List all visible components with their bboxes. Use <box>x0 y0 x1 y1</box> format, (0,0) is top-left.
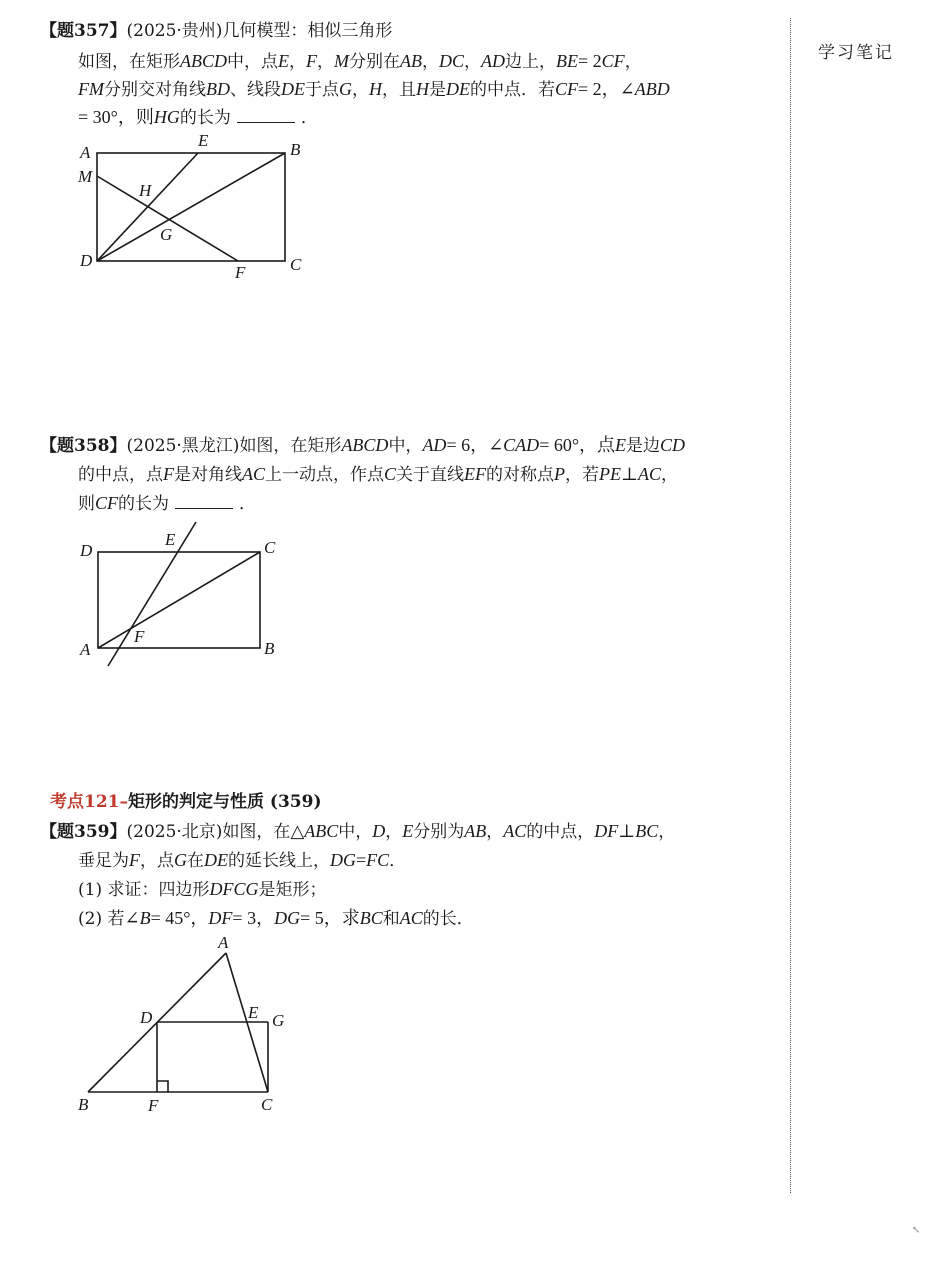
label-H: H <box>139 181 152 200</box>
section-title: 考点121– <box>50 792 128 812</box>
right-angle-mark <box>157 1081 168 1092</box>
problem-358-line3: 则CF的长为 ． <box>78 493 257 514</box>
problem-topic: 几何模型：相似三角形 <box>222 21 393 41</box>
problem-tag: 【题358】 <box>40 436 127 456</box>
label-B: B <box>264 639 275 658</box>
problem-359-line1: 【题359】(2025·北京)如图，在△ABC中，D，E分别为AB，AC的中点，DF⊥BC， <box>40 821 676 842</box>
label-C: C <box>264 538 276 557</box>
problem-357-line1: 如图，在矩形ABCD中，点E，F，M分别在AB，DC，AD边上，BE= 2CF， <box>78 51 642 72</box>
label-C: C <box>261 1095 273 1114</box>
problem-359-line2: 垂足为F，点G在DE的延长线上，DG=FC． <box>78 850 407 871</box>
label-E: E <box>198 131 209 150</box>
corner-mark: ↖ <box>912 1225 921 1236</box>
problem-tag: 【题359】 <box>40 822 127 842</box>
problem-357-line3: = 30°，则HG的长为 ． <box>78 107 318 128</box>
label-B: B <box>290 140 301 159</box>
notes-label: 学习笔记 <box>818 43 894 63</box>
label-G: G <box>160 225 173 244</box>
label-E: E <box>165 530 176 549</box>
label-F: F <box>235 263 246 282</box>
problem-source: (2025·贵州) <box>126 21 223 41</box>
label-C: C <box>290 255 302 274</box>
label-A: A <box>80 143 91 162</box>
label-D: D <box>80 251 93 270</box>
label-D: D <box>140 1008 153 1027</box>
label-A: A <box>218 933 229 952</box>
label-F: F <box>148 1096 159 1115</box>
label-M: M <box>78 167 93 186</box>
problem-358-line2: 的中点，点F是对角线AC上一动点，作点C关于直线EF的对称点P，若PE⊥AC， <box>78 464 678 485</box>
label-D: D <box>80 541 93 560</box>
section-name: 矩形的判定与性质 (359) <box>128 792 322 812</box>
problem-359-part2: (2) 若∠B= 45°，DF= 3，DG= 5，求BC和AC的长． <box>78 908 474 929</box>
label-B: B <box>78 1095 89 1114</box>
label-F: F <box>134 627 145 646</box>
label-E: E <box>248 1003 259 1022</box>
label-A: A <box>80 640 91 659</box>
problem-tag: 【题357】 <box>40 21 127 41</box>
problem-357-line2: FM分别交对角线BD、线段DE于点G，H，且H是DE的中点．若CF= 2，∠ABD <box>78 79 670 100</box>
label-G: G <box>272 1011 285 1030</box>
problem-358-line1: 【题358】(2025·黑龙江)如图，在矩形ABCD中，AD= 6，∠CAD= 60°，点E是边CD <box>40 435 686 456</box>
problem-359-part1: (1) 求证：四边形DFCG是矩形； <box>78 879 327 900</box>
